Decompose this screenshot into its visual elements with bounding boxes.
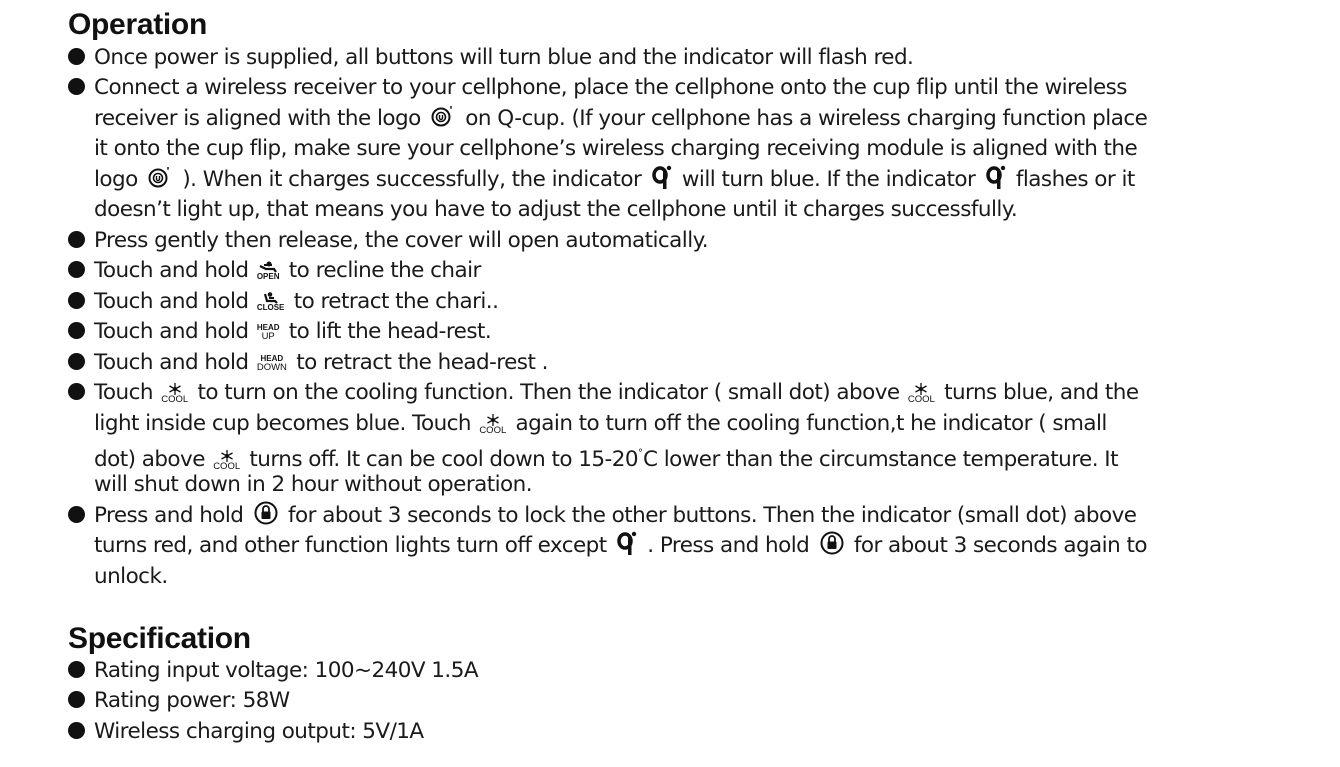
operation-item-cooling-cont: light inside cup becomes blue. Touch COOL again to turn off the cooling function,t he indicator ( small	[94, 411, 1107, 436]
qcup-logo-icon	[148, 167, 172, 198]
operation-item-wireless-cont: doesn’t light up, that means you have to adjust the cellphone until it charges successfully.	[94, 197, 1018, 222]
bullet-icon	[68, 78, 85, 95]
bullet-icon	[68, 353, 85, 370]
spec-item-power: Rating power: 58W	[68, 686, 290, 716]
operation-item-lock-cont: turns red, and other function lights turn off except . Press and hold for about 3 seconds again to	[94, 531, 1147, 561]
operation-item-headrest-down: Touch and hold HEAD DOWN to retract the head-rest .	[68, 348, 548, 378]
bullet-icon	[68, 722, 85, 739]
cool-snowflake-icon: COOL	[161, 383, 188, 404]
qi-indicator-icon	[652, 165, 672, 198]
bullet-icon	[68, 691, 85, 708]
bullet-icon	[68, 231, 85, 248]
specification-heading: Specification	[68, 622, 251, 655]
head-up-icon: HEAD UP	[256, 322, 280, 342]
operation-item-wireless-cont: it onto the cup flip, make sure your cellphone’s wireless charging receiving module is aligned with the	[94, 136, 1138, 161]
head-down-icon: HEAD DOWN	[256, 353, 287, 373]
operation-item-wireless-cont: receiver is aligned with the logo on Q-cup. (If your cellphone has a wireless charging function place	[94, 104, 1147, 134]
retract-close-icon: CLOSE	[257, 292, 285, 312]
operation-item-cooling: Touch COOL to turn on the cooling function. Then the indicator ( small dot) above COOL turns blue, and the	[68, 378, 1139, 408]
operation-item-power: Once power is supplied, all buttons will turn blue and the indicator will flash red.	[68, 43, 913, 73]
operation-item-lock-cont: unlock.	[94, 564, 168, 589]
lock-icon	[820, 531, 844, 564]
operation-item-wireless: Connect a wireless receiver to your cellphone, place the cellphone onto the cup flip until the wireless	[68, 73, 1127, 103]
lock-icon	[254, 501, 278, 534]
spec-item-voltage: Rating input voltage: 100~240V 1.5A	[68, 656, 478, 686]
cool-snowflake-icon: COOL	[479, 414, 506, 435]
bullet-icon	[68, 661, 85, 678]
bullet-icon	[68, 506, 85, 523]
bullet-icon	[68, 383, 85, 400]
operation-item-cover: Press gently then release, the cover will open automatically.	[68, 226, 708, 256]
operation-heading: Operation	[68, 8, 207, 41]
spec-item-wireless-output: Wireless charging output: 5V/1A	[68, 717, 424, 747]
recline-open-icon: OPEN	[257, 261, 280, 281]
qcup-logo-icon	[431, 106, 455, 137]
operation-item-cooling-cont: will shut down in 2 hour without operation.	[94, 472, 533, 497]
operation-item-cooling-cont: dot) above COOL turns off. It can be cool down to 15-20°C lower than the circumstance temperature. It	[94, 447, 1118, 472]
operation-item-wireless-cont: logo ). When it charges successfully, the indicator will turn blue. If the indicator flashes or it	[94, 165, 1135, 195]
cool-snowflake-icon: COOL	[908, 383, 935, 404]
operation-item-recline: Touch and hold OPEN to recline the chair	[68, 256, 481, 286]
qi-indicator-icon	[617, 531, 637, 564]
operation-item-retract-chair: Touch and hold CLOSE to retract the chari..	[68, 287, 498, 317]
bullet-icon	[68, 322, 85, 339]
operation-item-lock: Press and hold for about 3 seconds to lock the other buttons. Then the indicator (small dot) above	[68, 501, 1136, 531]
bullet-icon	[68, 48, 85, 65]
cool-snowflake-icon: COOL	[213, 450, 240, 471]
qi-indicator-icon	[986, 165, 1006, 198]
bullet-icon	[68, 292, 85, 309]
operation-item-headrest-up: Touch and hold HEAD UP to lift the head-rest.	[68, 317, 491, 347]
bullet-icon	[68, 261, 85, 278]
